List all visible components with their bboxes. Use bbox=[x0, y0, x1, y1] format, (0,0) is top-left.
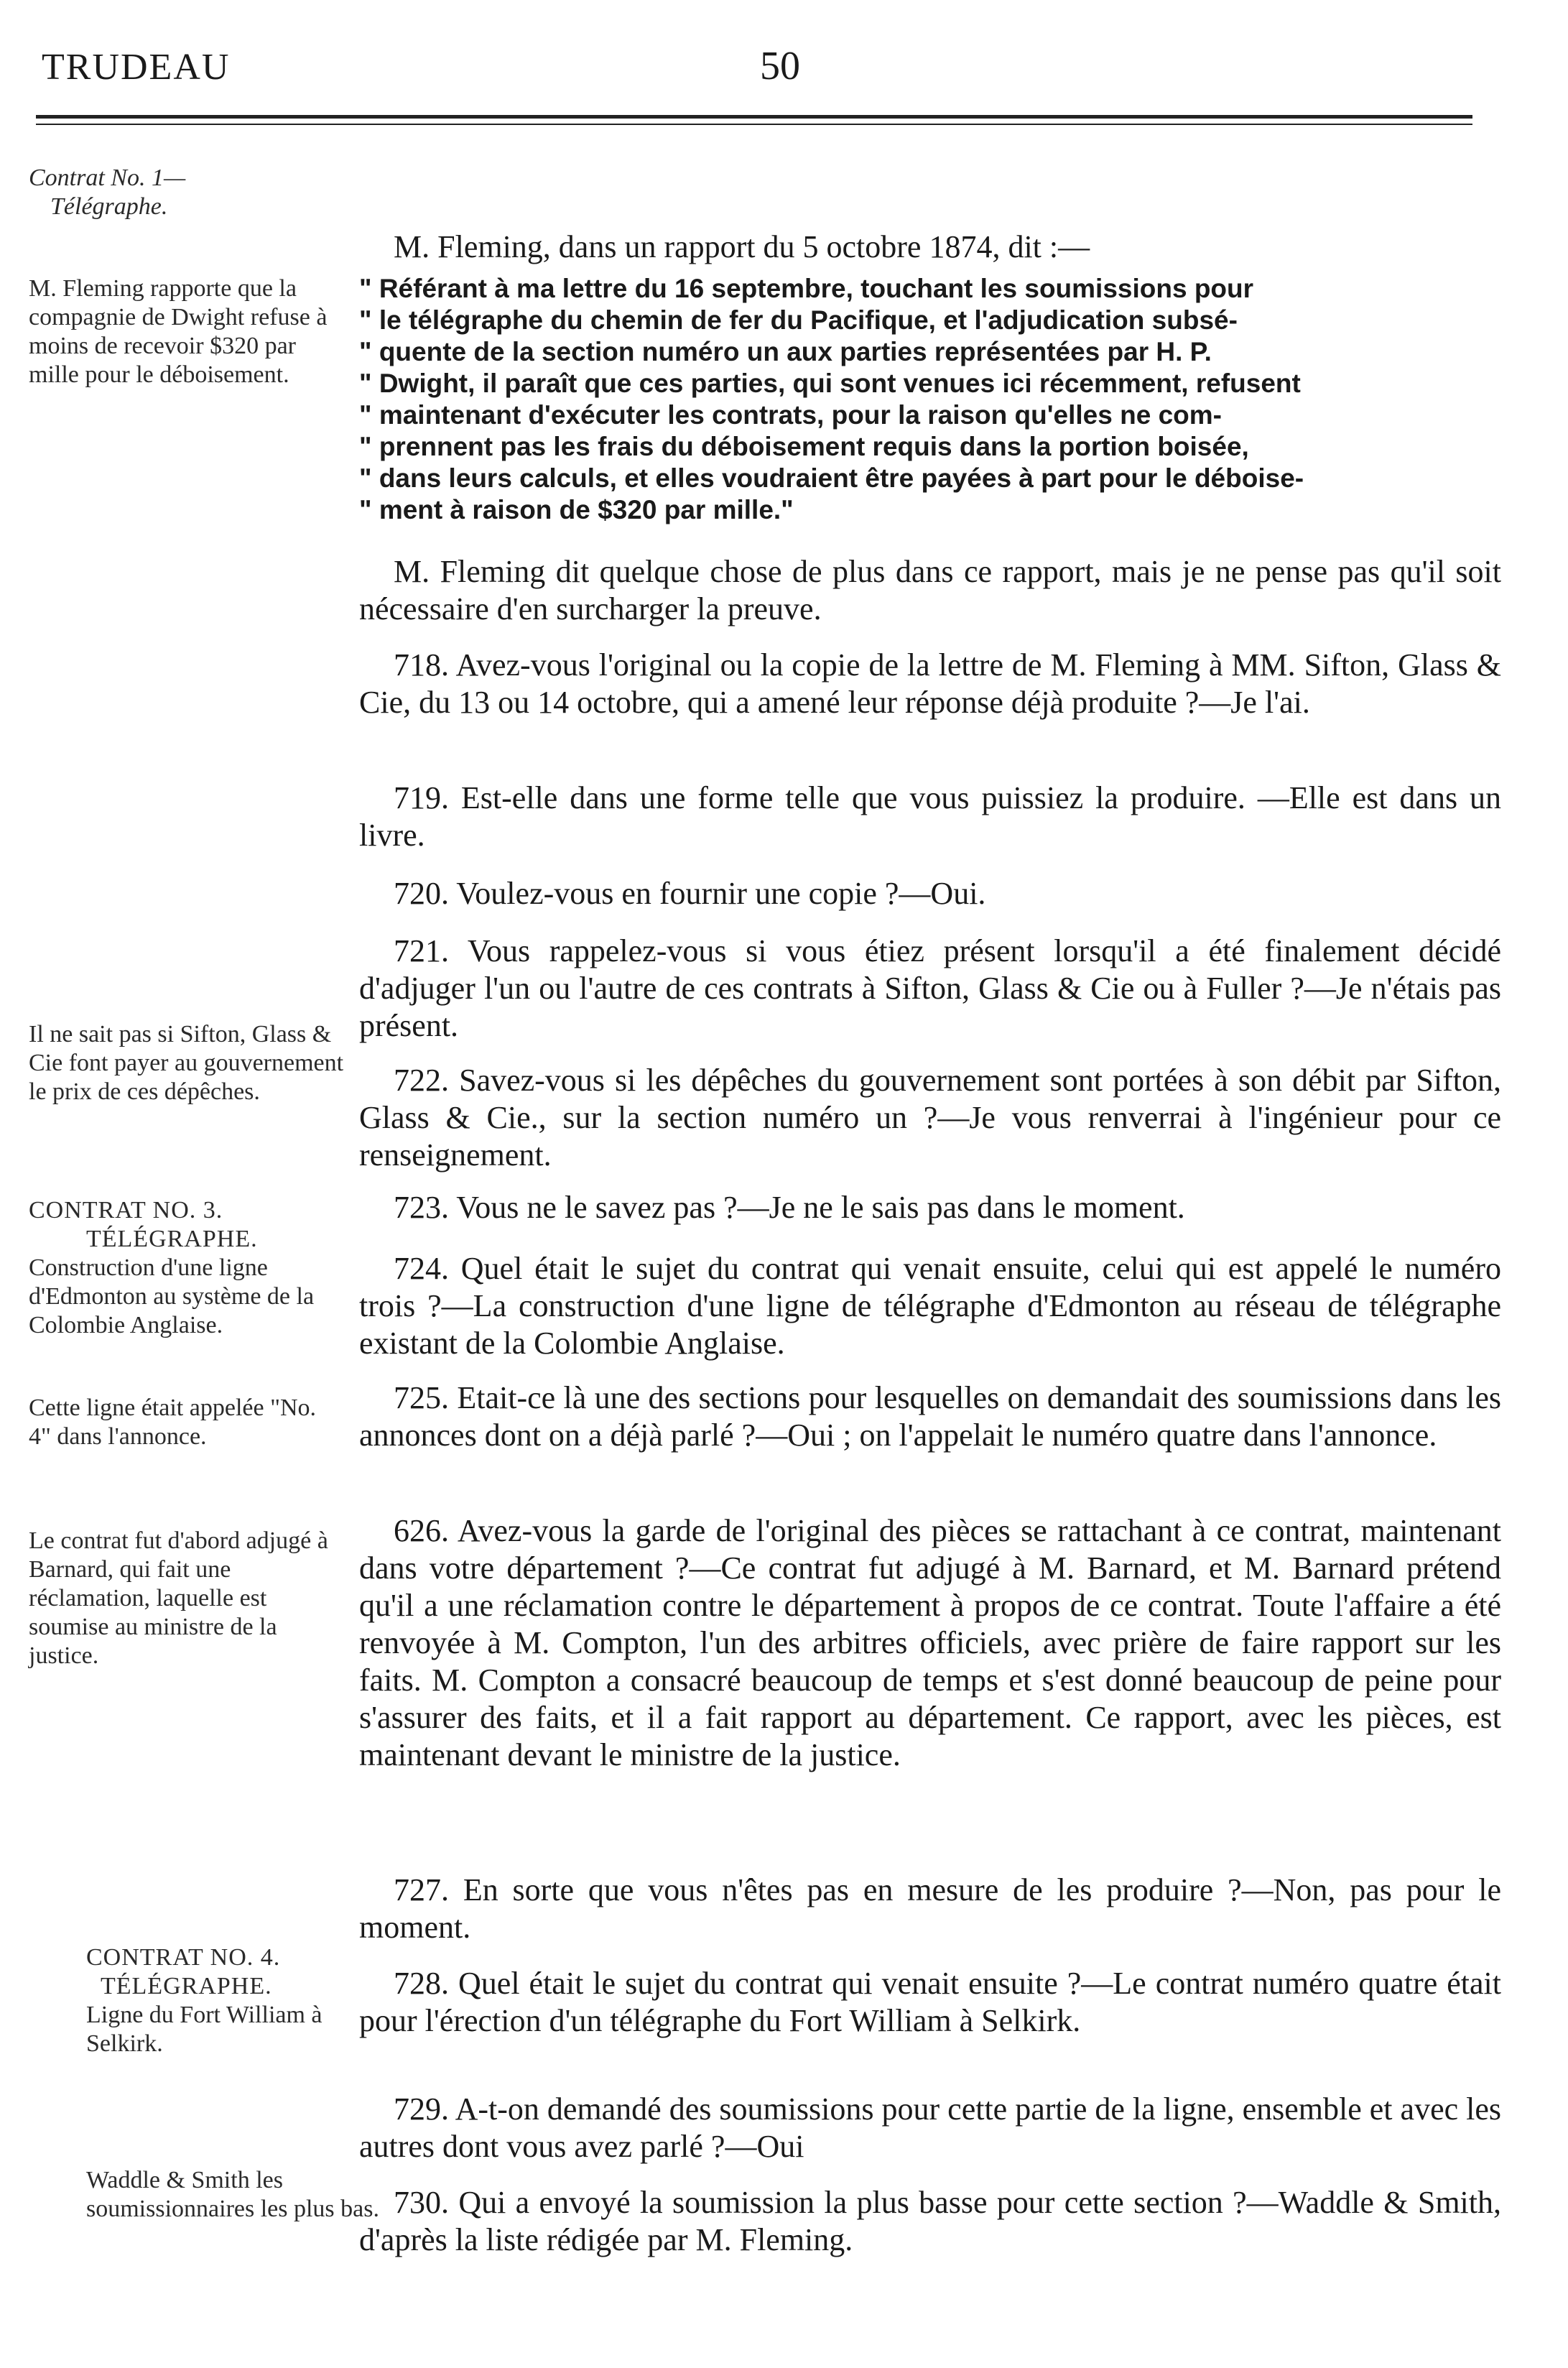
running-title: TRUDEAU bbox=[42, 47, 231, 88]
question-718: 718. Avez-vous l'original ou la copie de la lettre de M. Fleming à MM. Sifton, Glass & Cie, du 13 ou 14 octobre, qui a amené leur réponse déjà produite ?—Je l'ai. bbox=[359, 647, 1501, 720]
question-728: 728. Quel était le sujet du contrat qui venait ensuite ?—Le contrat numéro quatre était pour l'érection d'un télégraphe du Fort William à Selkirk. bbox=[359, 1966, 1501, 2038]
margin-note-line: Télégraphe. bbox=[50, 193, 168, 220]
header-rule-thin bbox=[36, 124, 1472, 125]
quote-line: " le télégraphe du chemin de fer du Pacifique, et l'adjudication subsé- bbox=[359, 305, 1238, 335]
question-729: 729. A-t-on demandé des soumissions pour cette partie de la ligne, ensemble et avec les autres dont vous avez parlé ?—Oui bbox=[359, 2091, 1501, 2164]
question-626: 626. Avez-vous la garde de l'original des pièces se rattachant à ce contrat, maintenant dans votre département ?—Ce contrat fut adjugé à M. Barnard, et M. Barnard prétend qu'il a une réclamation contre le département à propos de ce contrat. Toute l'affaire a été renvoyée à M. Compton, l'un des arbitres officiels, avec prière de faire rapport sur les faits. M. Compton a consacré beaucoup de temps et s'est donné beaucoup de peine pour s'assurer des faits, et il a fait rapport au département. Ce rapport, avec les pièces, est maintenant devant le ministre de la justice. bbox=[359, 1513, 1501, 1772]
margin-note-heading: CONTRAT NO. 4. bbox=[86, 1944, 281, 1971]
margin-note-contrat-3 bbox=[29, 1196, 366, 1340]
quote-line: " ment à raison de $320 par mille." bbox=[359, 495, 794, 524]
margin-note-barnard: Le contrat fut d'abord adjugé à Barnard, qui fait une réclamation, laquelle est soumise au ministre de la justice. bbox=[29, 1527, 328, 1669]
margin-note-subheading: TÉLÉGRAPHE. bbox=[101, 1973, 272, 1999]
margin-note-contrat-1 bbox=[29, 164, 366, 221]
margin-note-subheading: TÉLÉGRAPHE. bbox=[86, 1226, 258, 1252]
question-725: 725. Etait-ce là une des sections pour lesquelles on demandait des soumissions dans les annonces dont on a déjà parlé ?—Oui ; on l'appelait le numéro quatre dans l'annonce. bbox=[359, 1380, 1501, 1453]
question-724: 724. Quel était le sujet du contrat qui venait ensuite, celui qui est appelé le numéro trois ?—La construction d'une ligne de télégraphe d'Edmonton au réseau de télégraphe existant de la Colombie Anglaise. bbox=[359, 1251, 1501, 1361]
question-723: 723. Vous ne le savez pas ?—Je ne le sais pas dans le moment. bbox=[394, 1190, 1185, 1225]
quote-line: " Dwight, il paraît que ces parties, qui sont venues ici récemment, refusent bbox=[359, 369, 1301, 398]
quote-line: " quente de la section numéro un aux parties représentées par H. P. bbox=[359, 337, 1212, 366]
fleming-quote bbox=[359, 273, 1501, 526]
question-721: 721. Vous rappelez-vous si vous étiez présent lorsqu'il a été finalement décidé d'adjuger l'un ou l'autre de ces contrats à Sifton, Glass & Cie ou à Fuller ?—Je n'étais pas présent. bbox=[359, 933, 1501, 1043]
margin-note-text: Ligne du Fort William à Selkirk. bbox=[86, 2002, 323, 2057]
page-number: 50 bbox=[760, 44, 800, 88]
margin-note-waddle: Waddle & Smith les soumissionnaires les plus bas. bbox=[86, 2167, 379, 2222]
question-720: 720. Voulez-vous en fournir une copie ?—Oui. bbox=[394, 876, 986, 911]
question-730: 730. Qui a envoyé la soumission la plus basse pour cette section ?—Waddle & Smith, d'après la liste rédigée par M. Fleming. bbox=[359, 2185, 1501, 2257]
body-intro: M. Fleming, dans un rapport du 5 octobre 1874, dit :— bbox=[394, 229, 1090, 264]
question-722: 722. Savez-vous si les dépêches du gouvernement sont portées à son débit par Sifton, Glass & Cie., sur la section numéro un ?—Je vous renverrai à l'ingénieur pour ce renseignement. bbox=[359, 1063, 1501, 1173]
quote-line: " prennent pas les frais du déboisement requis dans la portion boisée, bbox=[359, 432, 1249, 461]
margin-note-text: Construction d'une ligne d'Edmonton au système de la Colombie Anglaise. bbox=[29, 1254, 315, 1338]
margin-note-sifton: Il ne sait pas si Sifton, Glass & Cie font payer au gouvernement le prix de ces dépêches. bbox=[29, 1021, 344, 1105]
header-rule-thick bbox=[36, 115, 1472, 119]
margin-note-fleming: M. Fleming rapporte que la compagnie de Dwight refuse à moins de recevoir $320 par mille pour le déboisement. bbox=[29, 275, 328, 388]
margin-note-line: Contrat No. 1— bbox=[29, 165, 186, 191]
question-719: 719. Est-elle dans une forme telle que vous puissiez la produire. —Elle est dans un livre. bbox=[359, 780, 1501, 853]
running-head bbox=[42, 46, 1471, 103]
margin-note-contrat-4 bbox=[29, 1943, 366, 2058]
quote-line: " dans leurs calculs, et elles voudraient être payées à part pour le déboise- bbox=[359, 463, 1304, 493]
body-after-quote: M. Fleming dit quelque chose de plus dans ce rapport, mais je ne pense pas qu'il soit nécessaire d'en surcharger la preuve. bbox=[359, 554, 1501, 626]
margin-note-heading: CONTRAT NO. 3. bbox=[29, 1197, 223, 1224]
quote-line: " Référant à ma lettre du 16 septembre, touchant les soumissions pour bbox=[359, 274, 1254, 303]
margin-note-no4: Cette ligne était appelée "No. 4" dans l'annonce. bbox=[29, 1395, 316, 1450]
question-727: 727. En sorte que vous n'êtes pas en mesure de les produire ?—Non, pas pour le moment. bbox=[359, 1872, 1501, 1945]
quote-line: " maintenant d'exécuter les contrats, pour la raison qu'elles ne com- bbox=[359, 400, 1222, 430]
